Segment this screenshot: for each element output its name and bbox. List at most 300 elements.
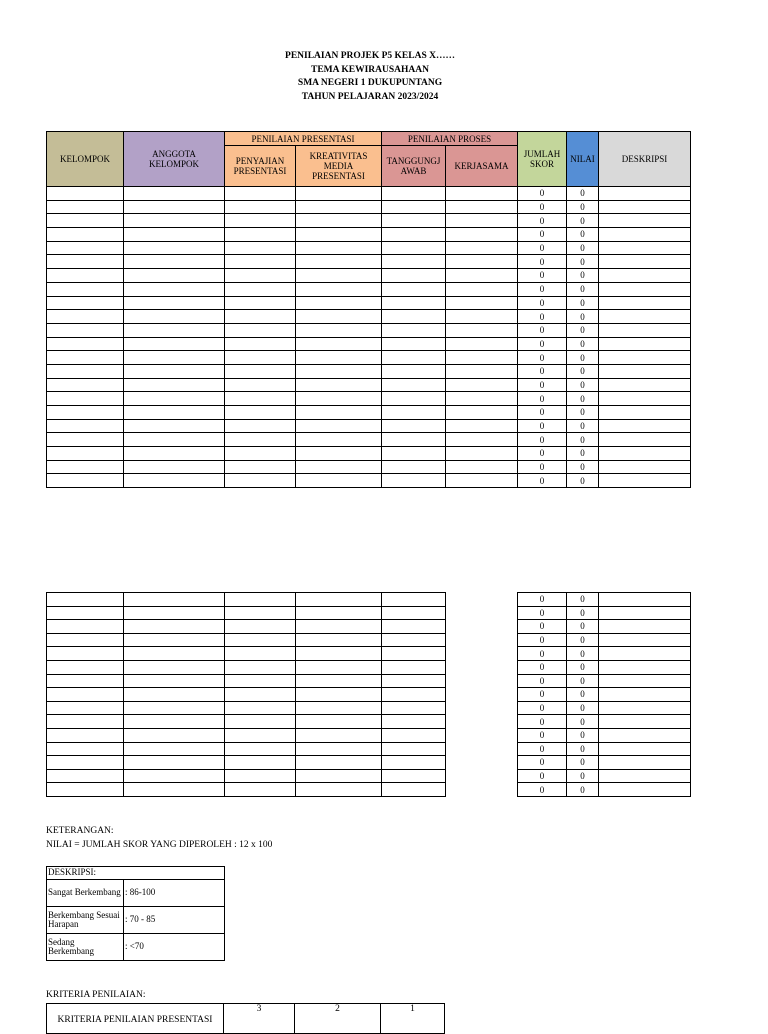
nilai-formula: NILAI = JUMLAH SKOR YANG DIPEROLEH : 12 x 100 <box>46 840 273 850</box>
jumlah-skor-cell: 0 <box>518 460 567 474</box>
empty-cell <box>124 228 225 242</box>
table-row <box>47 323 691 337</box>
empty-cell <box>124 769 225 783</box>
empty-cell <box>446 323 518 337</box>
empty-cell <box>446 606 518 620</box>
empty-cell <box>446 620 518 634</box>
empty-cell <box>296 620 382 634</box>
empty-cell <box>382 269 446 283</box>
empty-cell <box>47 688 124 702</box>
empty-cell <box>296 200 382 214</box>
nilai-cell: 0 <box>567 323 599 337</box>
nilai-cell: 0 <box>567 200 599 214</box>
empty-cell <box>599 282 691 296</box>
jumlah-skor-cell: 0 <box>518 783 567 797</box>
empty-cell <box>225 269 296 283</box>
kriteria-label: KRITERIA PENILAIAN: <box>46 990 146 1000</box>
empty-cell <box>296 660 382 674</box>
empty-cell <box>47 756 124 770</box>
nilai-cell: 0 <box>567 296 599 310</box>
empty-cell <box>124 460 225 474</box>
empty-cell <box>296 241 382 255</box>
nilai-cell: 0 <box>567 474 599 488</box>
empty-cell <box>599 460 691 474</box>
empty-cell <box>446 282 518 296</box>
empty-cell <box>225 606 296 620</box>
empty-cell <box>296 337 382 351</box>
empty-cell <box>446 296 518 310</box>
empty-cell <box>225 187 296 201</box>
empty-cell <box>382 241 446 255</box>
empty-cell <box>382 593 446 607</box>
table-row <box>47 701 691 715</box>
empty-cell <box>47 406 124 420</box>
deskripsi-range: : 86-100 <box>124 880 225 907</box>
empty-cell <box>47 296 124 310</box>
assessment-table <box>46 131 691 488</box>
empty-cell <box>446 433 518 447</box>
empty-cell <box>382 433 446 447</box>
jumlah-skor-cell: 0 <box>518 187 567 201</box>
empty-cell <box>47 783 124 797</box>
empty-cell <box>124 433 225 447</box>
jumlah-skor-cell: 0 <box>518 688 567 702</box>
empty-cell <box>296 460 382 474</box>
table-row <box>47 392 691 406</box>
table-row <box>47 674 691 688</box>
empty-cell <box>382 447 446 461</box>
empty-cell <box>382 701 446 715</box>
empty-cell <box>47 378 124 392</box>
empty-cell <box>296 364 382 378</box>
empty-cell <box>296 688 382 702</box>
empty-cell <box>47 647 124 661</box>
empty-cell <box>225 474 296 488</box>
keterangan-label: KETERANGAN: <box>46 826 114 836</box>
jumlah-skor-cell: 0 <box>518 742 567 756</box>
empty-cell <box>47 351 124 365</box>
deskripsi-range: : <70 <box>124 934 225 961</box>
table-row <box>47 406 691 420</box>
jumlah-skor-cell: 0 <box>518 433 567 447</box>
table-row <box>47 296 691 310</box>
empty-cell <box>225 351 296 365</box>
empty-cell <box>47 728 124 742</box>
empty-cell <box>446 715 518 729</box>
jumlah-skor-cell: 0 <box>518 241 567 255</box>
empty-cell <box>599 674 691 688</box>
empty-cell <box>124 660 225 674</box>
empty-cell <box>599 715 691 729</box>
empty-cell <box>296 447 382 461</box>
jumlah-skor-cell: 0 <box>518 756 567 770</box>
table-row <box>47 688 691 702</box>
empty-cell <box>382 310 446 324</box>
deskripsi-label: Sangat Berkembang <box>47 880 124 907</box>
kriteria-presentasi-label: KRITERIA PENILAIAN PRESENTASI <box>47 1004 224 1034</box>
empty-cell <box>599 337 691 351</box>
jumlah-skor-cell: 0 <box>518 282 567 296</box>
jumlah-skor-cell: 0 <box>518 228 567 242</box>
table-row <box>47 433 691 447</box>
empty-cell <box>47 460 124 474</box>
empty-cell <box>382 200 446 214</box>
empty-cell <box>225 783 296 797</box>
empty-cell <box>446 269 518 283</box>
empty-cell <box>296 674 382 688</box>
header-anggota-kelompok: ANGGOTA KELOMPOK <box>124 132 225 187</box>
table-row <box>47 647 691 661</box>
jumlah-skor-cell: 0 <box>518 378 567 392</box>
empty-cell <box>296 593 382 607</box>
empty-cell <box>446 660 518 674</box>
empty-cell <box>382 214 446 228</box>
empty-cell <box>599 255 691 269</box>
empty-cell <box>296 282 382 296</box>
empty-cell <box>225 378 296 392</box>
empty-cell <box>124 392 225 406</box>
empty-cell <box>296 742 382 756</box>
empty-cell <box>382 406 446 420</box>
empty-cell <box>446 674 518 688</box>
title-line-2: TEMA KEWIRAUSAHAAN <box>311 64 429 75</box>
empty-cell <box>296 606 382 620</box>
deskripsi-range: : 70 - 85 <box>124 907 225 934</box>
nilai-cell: 0 <box>567 660 599 674</box>
empty-cell <box>124 419 225 433</box>
empty-cell <box>124 378 225 392</box>
jumlah-skor-cell: 0 <box>518 419 567 433</box>
nilai-cell: 0 <box>567 378 599 392</box>
header-kerjasama: KERJASAMA <box>446 146 518 187</box>
empty-cell <box>225 255 296 269</box>
table-row <box>47 728 691 742</box>
empty-cell <box>225 200 296 214</box>
empty-cell <box>599 474 691 488</box>
kriteria-score-1: 1 <box>381 1004 445 1034</box>
empty-cell <box>599 228 691 242</box>
nilai-cell: 0 <box>567 282 599 296</box>
empty-cell <box>225 660 296 674</box>
empty-cell <box>382 474 446 488</box>
jumlah-skor-cell: 0 <box>518 364 567 378</box>
nilai-cell: 0 <box>567 310 599 324</box>
empty-cell <box>599 433 691 447</box>
empty-cell <box>225 647 296 661</box>
empty-cell <box>382 783 446 797</box>
empty-cell <box>599 364 691 378</box>
empty-cell <box>225 674 296 688</box>
empty-cell <box>599 323 691 337</box>
table-row <box>47 200 691 214</box>
table-row <box>47 633 691 647</box>
empty-cell <box>225 296 296 310</box>
empty-cell <box>382 620 446 634</box>
jumlah-skor-cell: 0 <box>518 337 567 351</box>
table-row <box>47 620 691 634</box>
empty-cell <box>296 392 382 406</box>
empty-cell <box>47 323 124 337</box>
jumlah-skor-cell: 0 <box>518 255 567 269</box>
empty-cell <box>599 593 691 607</box>
empty-cell <box>382 606 446 620</box>
empty-cell <box>382 728 446 742</box>
empty-cell <box>599 296 691 310</box>
empty-cell <box>446 351 518 365</box>
nilai-cell: 0 <box>567 392 599 406</box>
empty-cell <box>225 337 296 351</box>
empty-cell <box>446 447 518 461</box>
empty-cell <box>225 593 296 607</box>
empty-cell <box>446 783 518 797</box>
empty-cell <box>599 187 691 201</box>
empty-cell <box>225 241 296 255</box>
empty-cell <box>446 647 518 661</box>
nilai-cell: 0 <box>567 633 599 647</box>
empty-cell <box>124 310 225 324</box>
empty-cell <box>124 296 225 310</box>
empty-cell <box>382 351 446 365</box>
nilai-cell: 0 <box>567 433 599 447</box>
empty-cell <box>124 187 225 201</box>
empty-cell <box>599 351 691 365</box>
empty-cell <box>599 769 691 783</box>
jumlah-skor-cell: 0 <box>518 269 567 283</box>
nilai-cell: 0 <box>567 187 599 201</box>
empty-cell <box>47 674 124 688</box>
table-row <box>47 378 691 392</box>
empty-cell <box>599 633 691 647</box>
empty-cell <box>47 606 124 620</box>
empty-cell <box>124 742 225 756</box>
empty-cell <box>446 214 518 228</box>
document-title <box>0 50 740 104</box>
empty-cell <box>296 269 382 283</box>
title-line-4: TAHUN PELAJARAN 2023/2024 <box>301 91 439 102</box>
empty-cell <box>124 593 225 607</box>
empty-cell <box>446 756 518 770</box>
empty-cell <box>446 310 518 324</box>
empty-cell <box>446 337 518 351</box>
empty-cell <box>47 214 124 228</box>
empty-cell <box>225 228 296 242</box>
empty-cell <box>382 187 446 201</box>
empty-cell <box>225 392 296 406</box>
nilai-cell: 0 <box>567 337 599 351</box>
empty-cell <box>382 769 446 783</box>
empty-cell <box>599 728 691 742</box>
empty-cell <box>124 674 225 688</box>
empty-cell <box>225 756 296 770</box>
table-row <box>47 769 691 783</box>
nilai-cell: 0 <box>567 447 599 461</box>
nilai-cell: 0 <box>567 606 599 620</box>
empty-cell <box>599 742 691 756</box>
empty-cell <box>296 214 382 228</box>
empty-cell <box>124 255 225 269</box>
empty-cell <box>382 419 446 433</box>
empty-cell <box>296 351 382 365</box>
empty-cell <box>225 364 296 378</box>
empty-cell <box>382 323 446 337</box>
empty-cell <box>382 364 446 378</box>
empty-cell <box>382 337 446 351</box>
empty-cell <box>599 200 691 214</box>
empty-cell <box>446 241 518 255</box>
jumlah-skor-cell: 0 <box>518 406 567 420</box>
empty-cell <box>296 715 382 729</box>
empty-cell <box>296 419 382 433</box>
empty-cell <box>446 392 518 406</box>
empty-cell <box>599 378 691 392</box>
empty-cell <box>124 620 225 634</box>
empty-cell <box>47 701 124 715</box>
empty-cell <box>296 701 382 715</box>
empty-cell <box>225 406 296 420</box>
empty-cell <box>124 364 225 378</box>
deskripsi-title: DESKRIPSI: <box>47 867 225 880</box>
nilai-cell: 0 <box>567 756 599 770</box>
jumlah-skor-cell: 0 <box>518 606 567 620</box>
empty-cell <box>296 647 382 661</box>
empty-cell <box>124 701 225 715</box>
empty-cell <box>382 228 446 242</box>
nilai-cell: 0 <box>567 688 599 702</box>
empty-cell <box>446 255 518 269</box>
empty-cell <box>124 406 225 420</box>
jumlah-skor-cell: 0 <box>518 660 567 674</box>
empty-cell <box>599 647 691 661</box>
empty-cell <box>225 701 296 715</box>
empty-cell <box>225 323 296 337</box>
empty-cell <box>599 406 691 420</box>
table-row <box>47 447 691 461</box>
empty-cell <box>47 337 124 351</box>
empty-cell <box>47 715 124 729</box>
jumlah-skor-cell: 0 <box>518 633 567 647</box>
empty-cell <box>225 769 296 783</box>
empty-cell <box>599 269 691 283</box>
empty-cell <box>382 296 446 310</box>
table-row <box>47 419 691 433</box>
jumlah-skor-cell: 0 <box>518 674 567 688</box>
jumlah-skor-cell: 0 <box>518 728 567 742</box>
empty-cell <box>47 769 124 783</box>
header-penilaian-proses: PENILAIAN PROSES <box>382 132 518 146</box>
empty-cell <box>124 447 225 461</box>
empty-cell <box>382 742 446 756</box>
empty-cell <box>225 460 296 474</box>
empty-cell <box>225 633 296 647</box>
empty-cell <box>225 620 296 634</box>
header-jumlah-skor: JUMLAH SKOR <box>518 132 567 187</box>
jumlah-skor-cell: 0 <box>518 769 567 783</box>
empty-cell <box>446 633 518 647</box>
empty-cell <box>446 728 518 742</box>
empty-cell <box>124 337 225 351</box>
empty-cell <box>296 228 382 242</box>
nilai-cell: 0 <box>567 593 599 607</box>
empty-cell <box>296 296 382 310</box>
nilai-cell: 0 <box>567 460 599 474</box>
empty-cell <box>225 214 296 228</box>
nilai-cell: 0 <box>567 364 599 378</box>
empty-cell <box>382 715 446 729</box>
empty-cell <box>225 742 296 756</box>
empty-cell <box>446 228 518 242</box>
empty-cell <box>47 447 124 461</box>
jumlah-skor-cell: 0 <box>518 351 567 365</box>
empty-cell <box>446 378 518 392</box>
nilai-cell: 0 <box>567 647 599 661</box>
empty-cell <box>225 433 296 447</box>
empty-cell <box>296 406 382 420</box>
empty-cell <box>124 688 225 702</box>
table-row <box>47 282 691 296</box>
empty-cell <box>599 214 691 228</box>
table-row <box>47 255 691 269</box>
empty-cell <box>47 241 124 255</box>
deskripsi-label: Berkembang Sesuai Harapan <box>47 907 124 934</box>
empty-cell <box>124 715 225 729</box>
table-row <box>47 660 691 674</box>
title-line-1: PENILAIAN PROJEK P5 KELAS X…… <box>285 51 455 61</box>
empty-cell <box>446 460 518 474</box>
empty-cell <box>446 187 518 201</box>
table-row <box>47 364 691 378</box>
jumlah-skor-cell: 0 <box>518 447 567 461</box>
kriteria-score-3: 3 <box>224 1004 295 1034</box>
table-row <box>47 351 691 365</box>
empty-cell <box>296 255 382 269</box>
table-row <box>47 214 691 228</box>
empty-cell <box>47 660 124 674</box>
empty-cell <box>382 756 446 770</box>
empty-cell <box>382 282 446 296</box>
table-row <box>47 756 691 770</box>
table-row <box>47 606 691 620</box>
table-row <box>47 474 691 488</box>
kriteria-table <box>46 1003 445 1034</box>
empty-cell <box>124 241 225 255</box>
empty-cell <box>47 364 124 378</box>
header-tanggung-jawab: TANGGUNGJ AWAB <box>382 146 446 187</box>
nilai-cell: 0 <box>567 255 599 269</box>
header-kreativitas-media: KREATIVITAS MEDIA PRESENTASI <box>296 146 382 187</box>
empty-cell <box>124 756 225 770</box>
empty-cell <box>225 310 296 324</box>
empty-cell <box>47 200 124 214</box>
table-row <box>47 187 691 201</box>
table-row <box>47 269 691 283</box>
jumlah-skor-cell: 0 <box>518 296 567 310</box>
empty-cell <box>225 688 296 702</box>
empty-cell <box>599 620 691 634</box>
jumlah-skor-cell: 0 <box>518 214 567 228</box>
empty-cell <box>47 255 124 269</box>
nilai-cell: 0 <box>567 783 599 797</box>
empty-cell <box>599 756 691 770</box>
empty-cell <box>296 187 382 201</box>
empty-cell <box>446 419 518 433</box>
kriteria-score-2: 2 <box>295 1004 381 1034</box>
nilai-cell: 0 <box>567 742 599 756</box>
empty-cell <box>446 200 518 214</box>
jumlah-skor-cell: 0 <box>518 474 567 488</box>
empty-cell <box>296 310 382 324</box>
empty-cell <box>599 606 691 620</box>
empty-cell <box>225 419 296 433</box>
